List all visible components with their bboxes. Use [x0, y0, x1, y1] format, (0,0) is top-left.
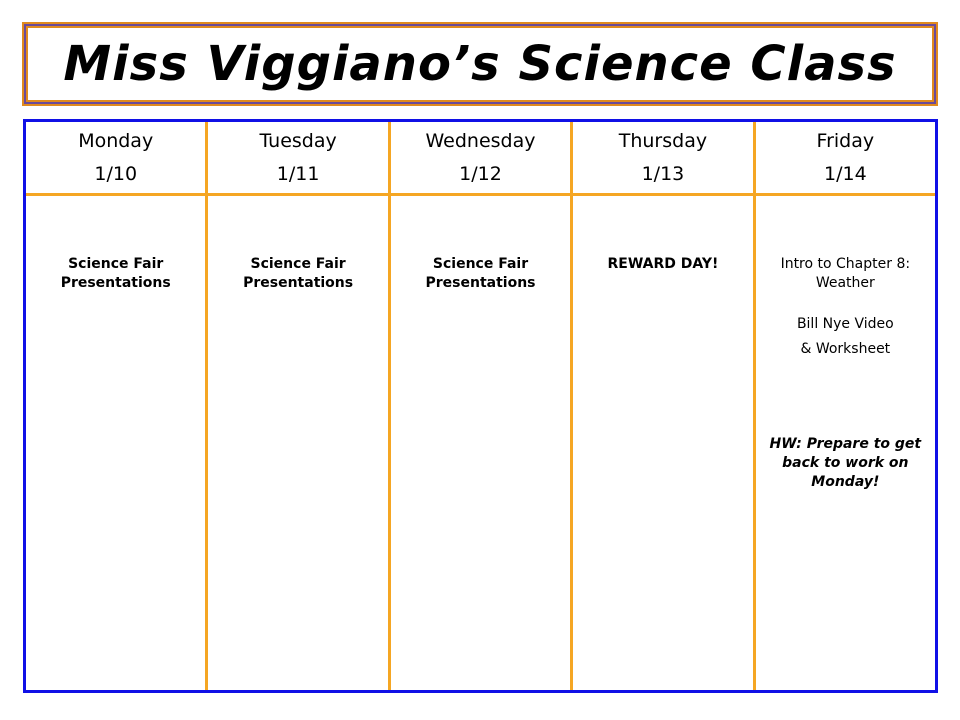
day-label: Thursday — [618, 130, 708, 152]
date-label: 1/14 — [823, 163, 867, 185]
friday-content — [764, 255, 927, 492]
page-title: Miss Viggiano’s Science Class — [63, 36, 897, 92]
monday-item: Science Fair Presentations — [60, 256, 171, 291]
wednesday-item: Science Fair Presentations — [425, 256, 536, 291]
day-label: Tuesday — [259, 130, 337, 152]
column-thursday — [570, 122, 752, 690]
title-banner — [22, 22, 938, 106]
header-friday — [756, 122, 935, 193]
thursday-item: REWARD DAY! — [607, 256, 719, 272]
date-label: 1/11 — [276, 163, 320, 185]
header-divider — [26, 193, 205, 196]
thursday-content — [581, 255, 744, 274]
friday-homework: HW: Prepare to get back to work on Monday! — [769, 436, 922, 490]
title-inner — [30, 30, 930, 98]
tuesday-item: Science Fair Presentations — [243, 256, 354, 291]
friday-item-video: Bill Nye Video — [796, 316, 894, 332]
weekly-schedule-table — [23, 119, 938, 693]
header-monday — [26, 122, 205, 193]
day-label: Friday — [816, 130, 875, 152]
tuesday-content — [216, 255, 379, 293]
monday-content — [34, 255, 197, 293]
date-label: 1/10 — [94, 163, 138, 185]
column-friday — [753, 122, 935, 690]
header-tuesday — [208, 122, 387, 193]
header-divider — [391, 193, 570, 196]
friday-item-chapter: Intro to Chapter 8: Weather — [780, 256, 911, 291]
column-monday — [26, 122, 205, 690]
date-label: 1/13 — [641, 163, 685, 185]
day-label: Wednesday — [425, 130, 536, 152]
day-label: Monday — [78, 130, 154, 152]
wednesday-content — [399, 255, 562, 293]
header-wednesday — [391, 122, 570, 193]
header-thursday — [573, 122, 752, 193]
header-divider — [756, 193, 935, 196]
column-wednesday — [388, 122, 570, 690]
date-label: 1/12 — [459, 163, 502, 185]
column-tuesday — [205, 122, 387, 690]
header-divider — [573, 193, 752, 196]
header-divider — [208, 193, 387, 196]
friday-item-worksheet: & Worksheet — [800, 341, 891, 357]
